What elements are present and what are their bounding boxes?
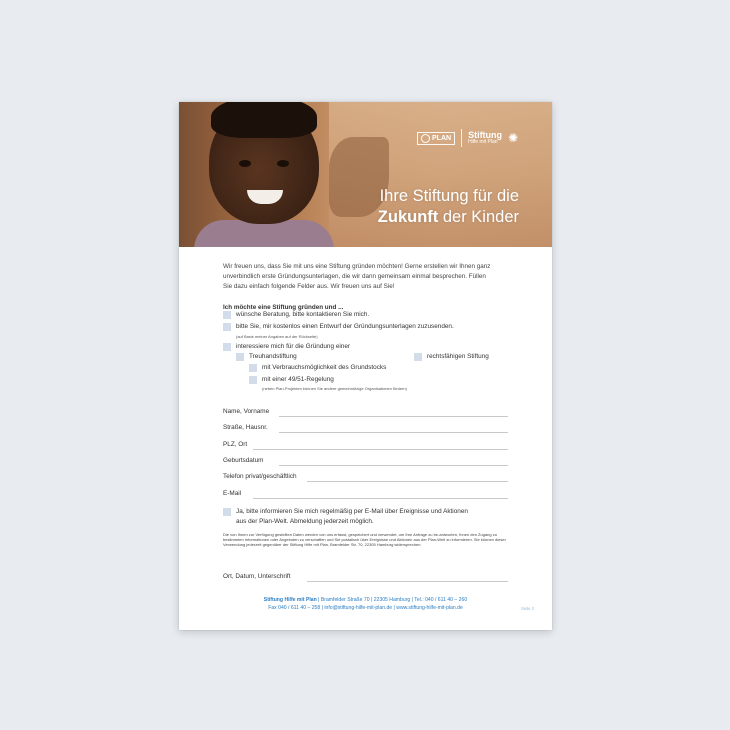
plan-logo-icon [421, 134, 430, 143]
option-treuhand[interactable] [236, 353, 297, 361]
checkbox[interactable] [223, 311, 231, 319]
checkbox[interactable] [223, 323, 231, 331]
field-label: Straße, Hausnr. [223, 424, 268, 431]
footer-line2: Fax 040 / 611 40 – 258 | info@stiftung-hilfe-mit-plan.de | www.stiftung-hilfe-mit-plan.de [268, 604, 463, 611]
option-interesse[interactable] [223, 343, 350, 351]
field-line[interactable] [279, 432, 508, 433]
privacy-notice: Die von Ihnen zur Verfügung gestellten Daten werden von uns erfasst, gespeichert und verwendet, um Ihre Anfrage zu be-antworten, Ihnen den Zugang zu bestimmten Informationen oder Angeboten zu verschaffen und Sie postalisch über Ereignisse und Aktionen aus der Plan-Welt zu informieren. Sie können dieser Verwendung jederzeit gegenüber der Stiftung Hilfe mit Plan, Bramfelder Str. 70, 22305 Hamburg widersprechen. [223, 532, 506, 548]
option-rechtsfaehig[interactable] [414, 353, 489, 361]
field-line[interactable] [307, 481, 508, 482]
field-line[interactable] [307, 581, 508, 582]
footer-line1 [223, 597, 508, 605]
option-label: Treuhandstiftung [249, 353, 297, 360]
option-verbrauch[interactable] [249, 364, 386, 372]
option-label: mit Verbrauchsmöglichkeit des Grundstocks [262, 364, 387, 371]
hero-child-eye [239, 160, 251, 167]
hero-child-hair [211, 102, 317, 138]
field-label: Ort, Datum, Unterschrift [223, 573, 291, 580]
field-label: E-Mail [223, 490, 242, 497]
option-regelung-note: (neben Plan-Projekten können Sie andere gemeinnützige Organisationen fördern) [262, 386, 407, 391]
plan-logo-text: PLAN [432, 134, 452, 142]
field-email[interactable] [223, 490, 508, 500]
page-number: Seite 2 [520, 606, 534, 611]
field-name[interactable] [223, 408, 508, 418]
field-line[interactable] [253, 498, 508, 499]
option-label: wünsche Beratung, bitte kontaktieren Sie mich. [236, 311, 370, 318]
stiftung-logo-title: Stiftung [468, 130, 503, 140]
intro-section [223, 262, 508, 311]
option-label: bitte Sie, mir kostenlos einen Entwurf der Gründungsunterlagen zuzusenden. [236, 323, 454, 330]
field-geburt[interactable] [223, 457, 508, 467]
footer [223, 597, 508, 612]
field-label: Telefon privat/geschäftlich [223, 473, 297, 480]
hero-title [319, 186, 519, 228]
hero-title-line2 [319, 207, 519, 228]
form-sheet [179, 102, 552, 630]
field-line[interactable] [279, 416, 508, 417]
hero-title-bold: Zukunft [377, 208, 439, 226]
stiftung-logo [468, 131, 502, 145]
field-strasse[interactable] [223, 424, 508, 434]
option-label: mit einer 49/51-Regelung [262, 376, 334, 383]
hero-title-rest: der Kinder [438, 208, 519, 226]
hero-title-line1: Ihre Stiftung für die [379, 187, 519, 205]
stiftung-logo-subtitle: Hilfe mit Plan [468, 139, 498, 145]
sun-icon: ✺ [508, 131, 519, 145]
field-line[interactable] [253, 449, 508, 450]
field-telefon[interactable] [223, 473, 508, 483]
checkbox[interactable] [223, 508, 231, 516]
intro-text: Wir freuen uns, dass Sie mit uns eine Stiftung gründen möchten! Gerne erstellen wir Ihnen ganz unverbindlich erste Gründungsunterlagen, die wir dann gemeinsam einmal besprechen. Füllen Sie dazu einfach folgende Felder aus. Wir freuen uns auf Sie! [223, 263, 491, 290]
hero-child-eye [277, 160, 289, 167]
checkbox[interactable] [236, 353, 244, 361]
option-label: rechtsfähigen Stiftung [427, 353, 489, 360]
logo-group [417, 128, 518, 148]
field-unterschrift[interactable] [223, 573, 508, 583]
option-regelung[interactable] [249, 376, 334, 384]
checkbox[interactable] [249, 364, 257, 372]
field-plz[interactable] [223, 441, 508, 451]
option-entwurf-note: (auf Basis meiner Angaben auf der Rückseite) [236, 334, 318, 339]
section-title: Ich möchte eine Stiftung gründen und ... [223, 304, 344, 311]
checkbox[interactable] [414, 353, 422, 361]
field-label: Name, Vorname [223, 408, 270, 415]
checkbox[interactable] [249, 376, 257, 384]
plan-logo [417, 132, 455, 145]
newsletter-line2: aus der Plan-Welt. Abmeldung jederzeit möglich. [236, 518, 374, 525]
hero-image [179, 102, 552, 247]
option-beratung[interactable] [223, 311, 369, 319]
field-label: PLZ, Ort [223, 441, 248, 448]
field-label: Geburtsdatum [223, 457, 264, 464]
checkbox[interactable] [223, 343, 231, 351]
newsletter-text [236, 507, 468, 527]
option-label: interessiere mich für die Gründung einer [236, 343, 351, 350]
logo-divider [461, 129, 462, 147]
footer-org: Stiftung Hilfe mit Plan [263, 597, 317, 603]
footer-address: | Bramfelder Straße 70 | 22305 Hamburg | Tel.: 040 / 611 40 – 260 [316, 597, 468, 603]
hero-child-shirt [194, 220, 334, 247]
field-line[interactable] [279, 465, 508, 466]
newsletter-line1: Ja, bitte informieren Sie mich regelmäßig per E-Mail über Ereignisse und Aktionen [236, 508, 468, 515]
option-entwurf[interactable] [223, 323, 454, 331]
option-newsletter[interactable] [223, 507, 468, 527]
